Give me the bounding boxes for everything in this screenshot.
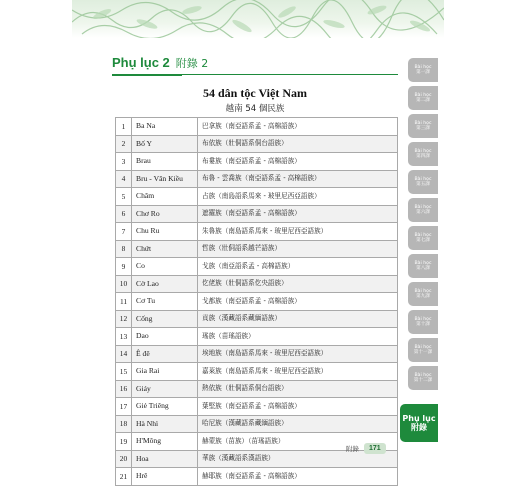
- row-number: 10: [116, 275, 132, 293]
- ethnic-name-zh: 布魯 - 雲喬族（南亞語系孟 - 高棉語族）: [198, 170, 398, 188]
- ethnic-name-vn: Dao: [132, 328, 198, 346]
- row-number: 21: [116, 468, 132, 486]
- tab-label-zh: 第十課: [416, 322, 430, 327]
- row-number: 19: [116, 433, 132, 451]
- table-row: [116, 468, 398, 486]
- table-row: [116, 293, 398, 311]
- ethnic-name-zh: 瑤族（苗瑤語族）: [198, 328, 398, 346]
- row-number: 3: [116, 153, 132, 171]
- ethnic-name-zh: 熱依族（壯侗語系侗台語族）: [198, 380, 398, 398]
- tab-label-zh: 第十二課: [413, 378, 433, 383]
- ethnic-name-vn: Hrê: [132, 468, 198, 486]
- ethnic-name-zh: 貢族（漢藏語系藏緬語族）: [198, 310, 398, 328]
- ethnic-name-zh: 布依族（壯侗語系侗台語族）: [198, 135, 398, 153]
- tab-lesson-9[interactable]: [408, 282, 438, 306]
- ethnic-name-vn: Ba Na: [132, 118, 198, 136]
- tab-label-vn: Bài học: [414, 372, 432, 378]
- row-number: 17: [116, 398, 132, 416]
- appendix-heading: [112, 55, 208, 71]
- tab-label-vn: Bài học: [414, 176, 432, 182]
- tab-label-zh: 第七課: [416, 238, 430, 243]
- tab-label-vn: Bài học: [414, 316, 432, 322]
- tab-label-vn: Bài học: [414, 120, 432, 126]
- row-number: 6: [116, 205, 132, 223]
- ethnic-name-vn: Chăm: [132, 188, 198, 206]
- row-number: 15: [116, 363, 132, 381]
- table-row: [116, 345, 398, 363]
- ethnic-name-vn: Bru - Vân Kiều: [132, 170, 198, 188]
- row-number: 11: [116, 293, 132, 311]
- table-row: [116, 118, 398, 136]
- ethnic-name-zh: 戈都族（南亞語系孟 - 高棉語族）: [198, 293, 398, 311]
- tab-lesson-11[interactable]: [408, 338, 438, 362]
- appendix-title-zh: 附錄 2: [175, 57, 209, 70]
- tab-label-zh: 第二課: [416, 98, 430, 103]
- tab-label-vn: Bài học: [414, 232, 432, 238]
- heading-divider: [112, 74, 398, 75]
- tab-lesson-1[interactable]: [408, 58, 438, 82]
- table-row: [116, 398, 398, 416]
- tab-lesson-5[interactable]: [408, 170, 438, 194]
- ethnic-groups-table: [115, 117, 398, 486]
- tab-lesson-10[interactable]: [408, 310, 438, 334]
- footer-label: 附錄: [346, 444, 359, 453]
- row-number: 18: [116, 415, 132, 433]
- tab-label-vn: Bài học: [414, 344, 432, 350]
- ethnic-name-vn: Cơ Tu: [132, 293, 198, 311]
- table-title: 54 dân tộc Việt Nam: [203, 86, 307, 100]
- table-row: [116, 153, 398, 171]
- table-row: [116, 223, 398, 241]
- tab-lesson-8[interactable]: [408, 254, 438, 278]
- tab-label-vn: Bài học: [414, 148, 432, 154]
- table-row: [116, 415, 398, 433]
- ethnic-name-vn: Bố Y: [132, 135, 198, 153]
- ethnic-name-vn: Hoa: [132, 450, 198, 468]
- table-row: [116, 170, 398, 188]
- ethnic-name-zh: 朱魯族（南島語系馬來 - 玻里尼西亞語族）: [198, 223, 398, 241]
- tab-label-vn: Bài học: [414, 92, 432, 98]
- row-number: 1: [116, 118, 132, 136]
- ethnic-name-zh: 巴拿族（南亞語系孟 - 高棉語族）: [198, 118, 398, 136]
- row-number: 9: [116, 258, 132, 276]
- ethnic-name-zh: 遮羅族（南亞語系孟 - 高棉語族）: [198, 205, 398, 223]
- row-number: 2: [116, 135, 132, 153]
- ethnic-name-zh: 赫耶族（南亞語系孟 - 高棉語族）: [198, 468, 398, 486]
- ethnic-name-zh: 布婁族（南亞語系孟 - 高棉語族）: [198, 153, 398, 171]
- tab-label-zh: 第三課: [416, 126, 430, 131]
- ethnic-name-zh: 華族（漢藏語系漢語族）: [198, 450, 398, 468]
- page-number: 171: [364, 443, 386, 454]
- ethnic-name-zh: 占族（南島語系馬來 - 玻里尼西亞語族）: [198, 188, 398, 206]
- ethnic-name-vn: Giáy: [132, 380, 198, 398]
- row-number: 8: [116, 240, 132, 258]
- ethnic-name-vn: Ê đê: [132, 345, 198, 363]
- tab-label-vn: Phụ lục: [402, 413, 436, 423]
- ethnic-name-zh: 埃地族（南島語系馬來 - 玻里尼西亞語族）: [198, 345, 398, 363]
- row-number: 7: [116, 223, 132, 241]
- row-number: 20: [116, 450, 132, 468]
- ethnic-name-zh: 嘉萊族（南島語系馬來 - 玻里尼西亞語族）: [198, 363, 398, 381]
- page-footer: [346, 441, 386, 455]
- tab-label-zh: 附錄: [411, 423, 427, 432]
- tab-label-zh: 第八課: [416, 266, 430, 271]
- ethnic-name-vn: Hà Nhì: [132, 415, 198, 433]
- ethnic-name-zh: 哲族（壯侗語系越芒語族）: [198, 240, 398, 258]
- table-row: [116, 258, 398, 276]
- table-row: [116, 275, 398, 293]
- table-row: [116, 380, 398, 398]
- tab-label-vn: Bài học: [414, 204, 432, 210]
- ethnic-name-zh: 哈尼族（漢藏語系藏緬語族）: [198, 415, 398, 433]
- table-row: [116, 310, 398, 328]
- tab-label-zh: 第五課: [416, 182, 430, 187]
- ethnic-name-vn: Chơ Ro: [132, 205, 198, 223]
- ethnic-name-vn: Chứt: [132, 240, 198, 258]
- row-number: 13: [116, 328, 132, 346]
- tab-lesson-12[interactable]: [408, 366, 438, 390]
- ethnic-name-vn: H'Mông: [132, 433, 198, 451]
- row-number: 14: [116, 345, 132, 363]
- tab-label-zh: 第一課: [416, 70, 430, 75]
- table-row: [116, 240, 398, 258]
- tab-lesson-6[interactable]: [408, 198, 438, 222]
- table-row: [116, 205, 398, 223]
- ethnic-name-vn: Chu Ru: [132, 223, 198, 241]
- tab-appendix[interactable]: [400, 404, 438, 442]
- tab-label-zh: 第四課: [416, 154, 430, 159]
- tab-label-vn: Bài học: [414, 64, 432, 70]
- appendix-title-vn: Phụ lục 2: [112, 55, 170, 70]
- row-number: 12: [116, 310, 132, 328]
- table-row: [116, 328, 398, 346]
- table-row: [116, 135, 398, 153]
- ethnic-name-zh: 戈族（南亞語系孟 - 高棉語族）: [198, 258, 398, 276]
- tab-lesson-3[interactable]: [408, 114, 438, 138]
- tab-label-vn: Bài học: [414, 260, 432, 266]
- ethnic-name-vn: Brau: [132, 153, 198, 171]
- tab-label-zh: 第九課: [416, 294, 430, 299]
- tab-label-zh: 第六課: [416, 210, 430, 215]
- tab-label-vn: Bài học: [414, 288, 432, 294]
- ethnic-name-vn: Gia Rai: [132, 363, 198, 381]
- table-subtitle: 越南 54 個民族: [225, 104, 285, 114]
- ethnic-name-vn: Cờ Lao: [132, 275, 198, 293]
- ethnic-name-vn: Cống: [132, 310, 198, 328]
- tab-lesson-2[interactable]: [408, 86, 438, 110]
- tab-lesson-4[interactable]: [408, 142, 438, 166]
- row-number: 5: [116, 188, 132, 206]
- tab-label-zh: 第十一課: [413, 350, 433, 355]
- ethnic-name-zh: 仡佬族（壯侗語系仡央語族）: [198, 275, 398, 293]
- row-number: 16: [116, 380, 132, 398]
- row-number: 4: [116, 170, 132, 188]
- table-row: [116, 363, 398, 381]
- leaf-banner: [72, 0, 444, 38]
- table-row: [116, 188, 398, 206]
- ethnic-name-zh: 赫蒙族（苗族）（苗瑤語族）: [198, 433, 398, 451]
- ethnic-name-zh: 葉堅族（南亞語系孟 - 高棉語族）: [198, 398, 398, 416]
- tab-lesson-7[interactable]: [408, 226, 438, 250]
- ethnic-name-vn: Giẻ Triêng: [132, 398, 198, 416]
- ethnic-name-vn: Co: [132, 258, 198, 276]
